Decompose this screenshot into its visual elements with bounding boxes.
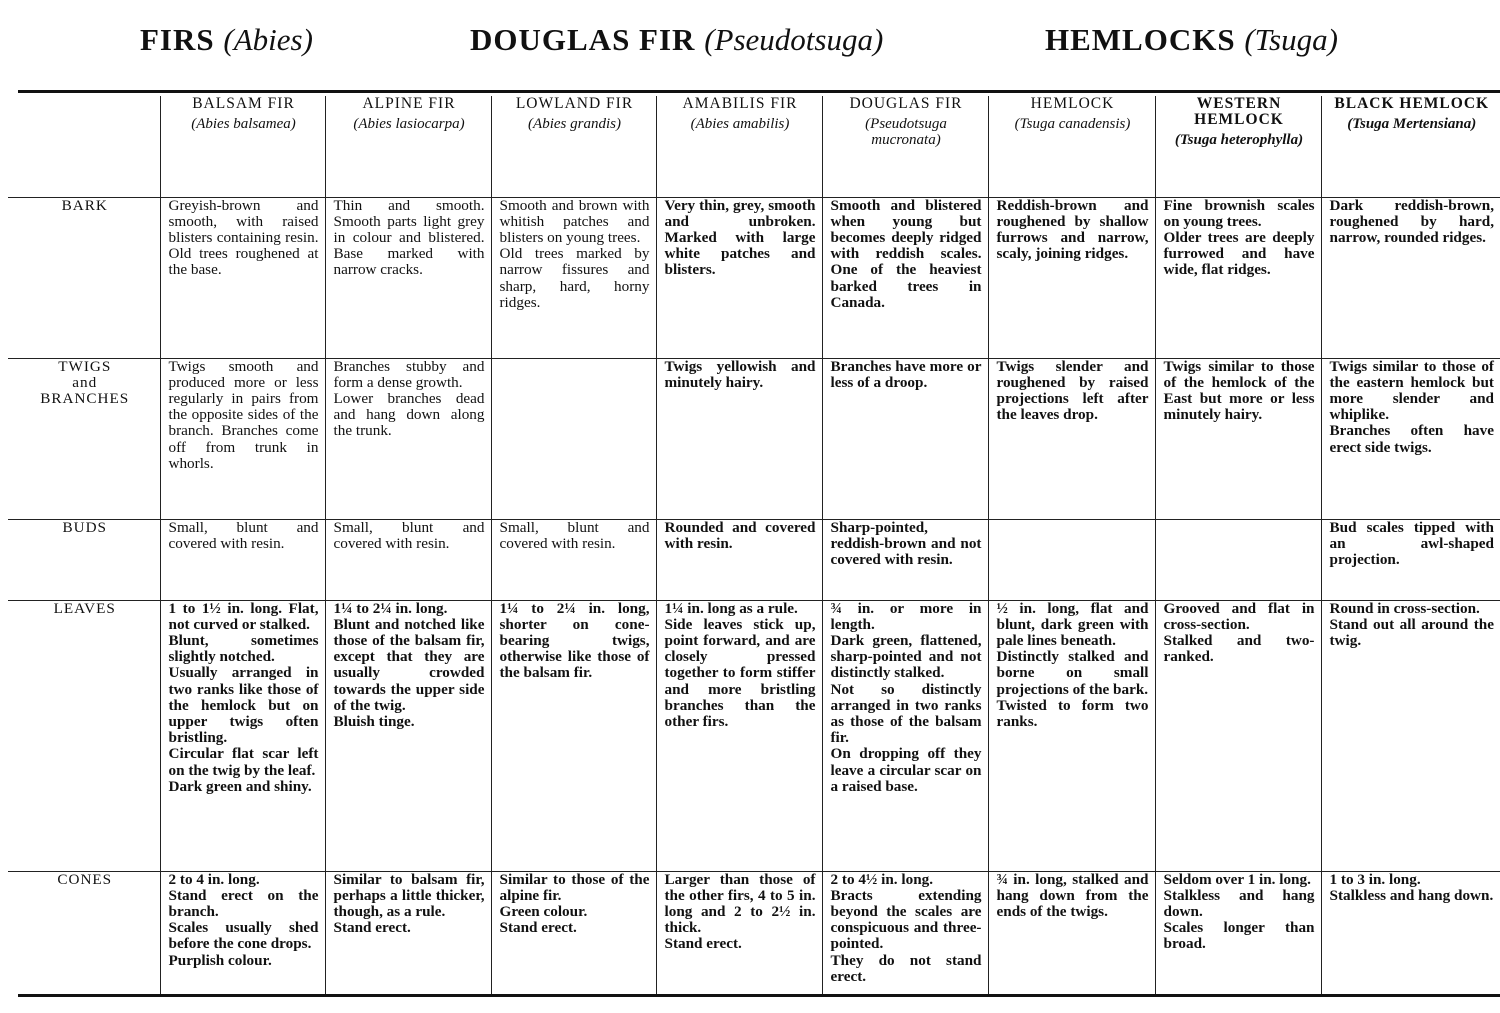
table-cell: Bud scales tipped with an awl-shaped projection.: [1321, 519, 1500, 600]
table-cell: 2 to 4 in. long. Stand erect on the branch. Scales usually shed before the cone drops. Purplish colour.: [160, 871, 325, 994]
row-buds: [8, 519, 1500, 600]
table-cell: Small, blunt and covered with resin.: [160, 519, 325, 600]
table-cell: Smooth and brown with whitish patches and blisters on young trees. Old trees marked by narrow fissures and sharp, hard, horny ridges.: [491, 197, 656, 358]
table-cell: Seldom over 1 in. long. Stalkless and hang down. Scales longer than broad.: [1155, 871, 1321, 994]
top-rule: [18, 90, 1500, 93]
species-header: BALSAM FIR (Abies balsamea): [160, 96, 325, 197]
table-cell: ¾ in. long, stalked and hang down from the ends of the twigs.: [988, 871, 1155, 994]
table-cell: Very thin, grey, smooth and unbroken. Marked with large white patches and blisters.: [656, 197, 822, 358]
comparison-table: [8, 96, 1500, 994]
row-label-buds: BUDS: [8, 519, 160, 600]
table-cell: Dark reddish-brown, roughened by hard, narrow, rounded ridges.: [1321, 197, 1500, 358]
header-row: [8, 96, 1500, 197]
table-cell: 2 to 4½ in. long. Bracts extending beyond the scales are conspicuous and three-pointed. They do not stand erect.: [822, 871, 988, 994]
table-cell: Smooth and blistered when young but becomes deeply ridged with reddish scales. One of the heaviest barked trees in Canada.: [822, 197, 988, 358]
title-hemlocks: HEMLOCKS (Tsuga): [1045, 22, 1338, 57]
table-cell: Twigs similar to those of the eastern hemlock but more slender and whiplike. Branches often have erect side twigs.: [1321, 358, 1500, 519]
table-cell: Twigs slender and roughened by raised projections left after the leaves drop.: [988, 358, 1155, 519]
row-label-bark: BARK: [8, 197, 160, 358]
title-douglas-fir: DOUGLAS FIR (Pseudotsuga): [470, 22, 884, 57]
species-header: LOWLAND FIR (Abies grandis): [491, 96, 656, 197]
row-bark: [8, 197, 1500, 358]
corner-cell: [8, 96, 160, 197]
row-cones: [8, 871, 1500, 994]
table-cell: [491, 358, 656, 519]
row-label-twigs-branches: TWIGS and BRANCHES: [8, 358, 160, 519]
table-cell: Similar to balsam fir, perhaps a little thicker, though, as a rule. Stand erect.: [325, 871, 491, 994]
table-cell: Grooved and flat in cross-section. Stalked and two-ranked.: [1155, 600, 1321, 871]
bottom-rule: [18, 994, 1500, 997]
row-leaves: [8, 600, 1500, 871]
table-cell: Larger than those of the other firs, 4 to 5 in. long and 2 to 2½ in. thick. Stand erect.: [656, 871, 822, 994]
species-header: BLACK HEMLOCK (Tsuga Mertensiana): [1321, 96, 1500, 197]
table-cell: Round in cross-section. Stand out all around the twig.: [1321, 600, 1500, 871]
table-cell: 1¼ to 2¼ in. long. Blunt and notched like those of the balsam fir, except that they are usually crowded towards the upper side of the twig. Bluish tinge.: [325, 600, 491, 871]
table-cell: ½ in. long, flat and blunt, dark green with pale lines beneath. Distinctly stalked and borne on small projections of the bark. Twisted to form two ranks.: [988, 600, 1155, 871]
table-cell: Branches have more or less of a droop.: [822, 358, 988, 519]
table-cell: [1155, 519, 1321, 600]
table-cell: 1¼ in. long as a rule. Side leaves stick up, point forward, and are closely pressed together to form stiffer and more bristling branches than the other firs.: [656, 600, 822, 871]
table-cell: ¾ in. or more in length. Dark green, flattened, sharp-pointed and not distinctly stalked. Not so distinctly arranged in two ranks as those of the balsam fir. On dropping off they leave a circular scar on a raised base.: [822, 600, 988, 871]
table-cell: Sharp-pointed, reddish-brown and not covered with resin.: [822, 519, 988, 600]
table-cell: Greyish-brown and smooth, with raised blisters containing resin. Old trees roughened at the base.: [160, 197, 325, 358]
table-cell: Fine brownish scales on young trees. Older trees are deeply furrowed and have wide, flat ridges.: [1155, 197, 1321, 358]
table-cell: 1¼ to 2¼ in. long, shorter on cone-bearing twigs, otherwise like those of the balsam fir.: [491, 600, 656, 871]
species-header: AMABILIS FIR (Abies amabilis): [656, 96, 822, 197]
species-header: HEMLOCK (Tsuga canadensis): [988, 96, 1155, 197]
species-header: WESTERN HEMLOCK (Tsuga heterophylla): [1155, 96, 1321, 197]
table-cell: Small, blunt and covered with resin.: [491, 519, 656, 600]
table-cell: 1 to 3 in. long. Stalkless and hang down.: [1321, 871, 1500, 994]
table-cell: Twigs yellowish and minutely hairy.: [656, 358, 822, 519]
table-cell: Reddish-brown and roughened by shallow furrows and narrow, scaly, joining ridges.: [988, 197, 1155, 358]
table-cell: Thin and smooth. Smooth parts light grey in colour and blistered. Base marked with narrow cracks.: [325, 197, 491, 358]
table-cell: Similar to those of the alpine fir. Green colour. Stand erect.: [491, 871, 656, 994]
row-label-cones: CONES: [57, 871, 113, 888]
table-cell: [988, 519, 1155, 600]
table-cell: Rounded and covered with resin.: [656, 519, 822, 600]
table-cell: Twigs similar to those of the hemlock of the East but more or less minutely hairy.: [1155, 358, 1321, 519]
table-cell: Twigs smooth and produced more or less regularly in pairs from the opposite sides of the branch. Branches come off from trunk in whorls.: [160, 358, 325, 519]
species-header: ALPINE FIR (Abies lasiocarpa): [325, 96, 491, 197]
title-firs: FIRS (Abies): [140, 22, 313, 57]
table-cell: 1 to 1½ in. long. Flat, not curved or stalked. Blunt, sometimes slightly notched. Usually arranged in two ranks like those of the hemlock but on upper twigs often bristling. Circular flat scar left on the twig by the leaf. Dark green and shiny.: [160, 600, 325, 871]
table-cell: Branches stubby and form a dense growth. Lower branches dead and hang down along the trunk.: [325, 358, 491, 519]
row-twigs-branches: [8, 358, 1500, 519]
page-title-bar: [0, 22, 1500, 74]
row-label-leaves: LEAVES: [8, 600, 160, 871]
species-header: DOUGLAS FIR (Pseudotsuga mucronata): [822, 96, 988, 197]
table-cell: Small, blunt and covered with resin.: [325, 519, 491, 600]
